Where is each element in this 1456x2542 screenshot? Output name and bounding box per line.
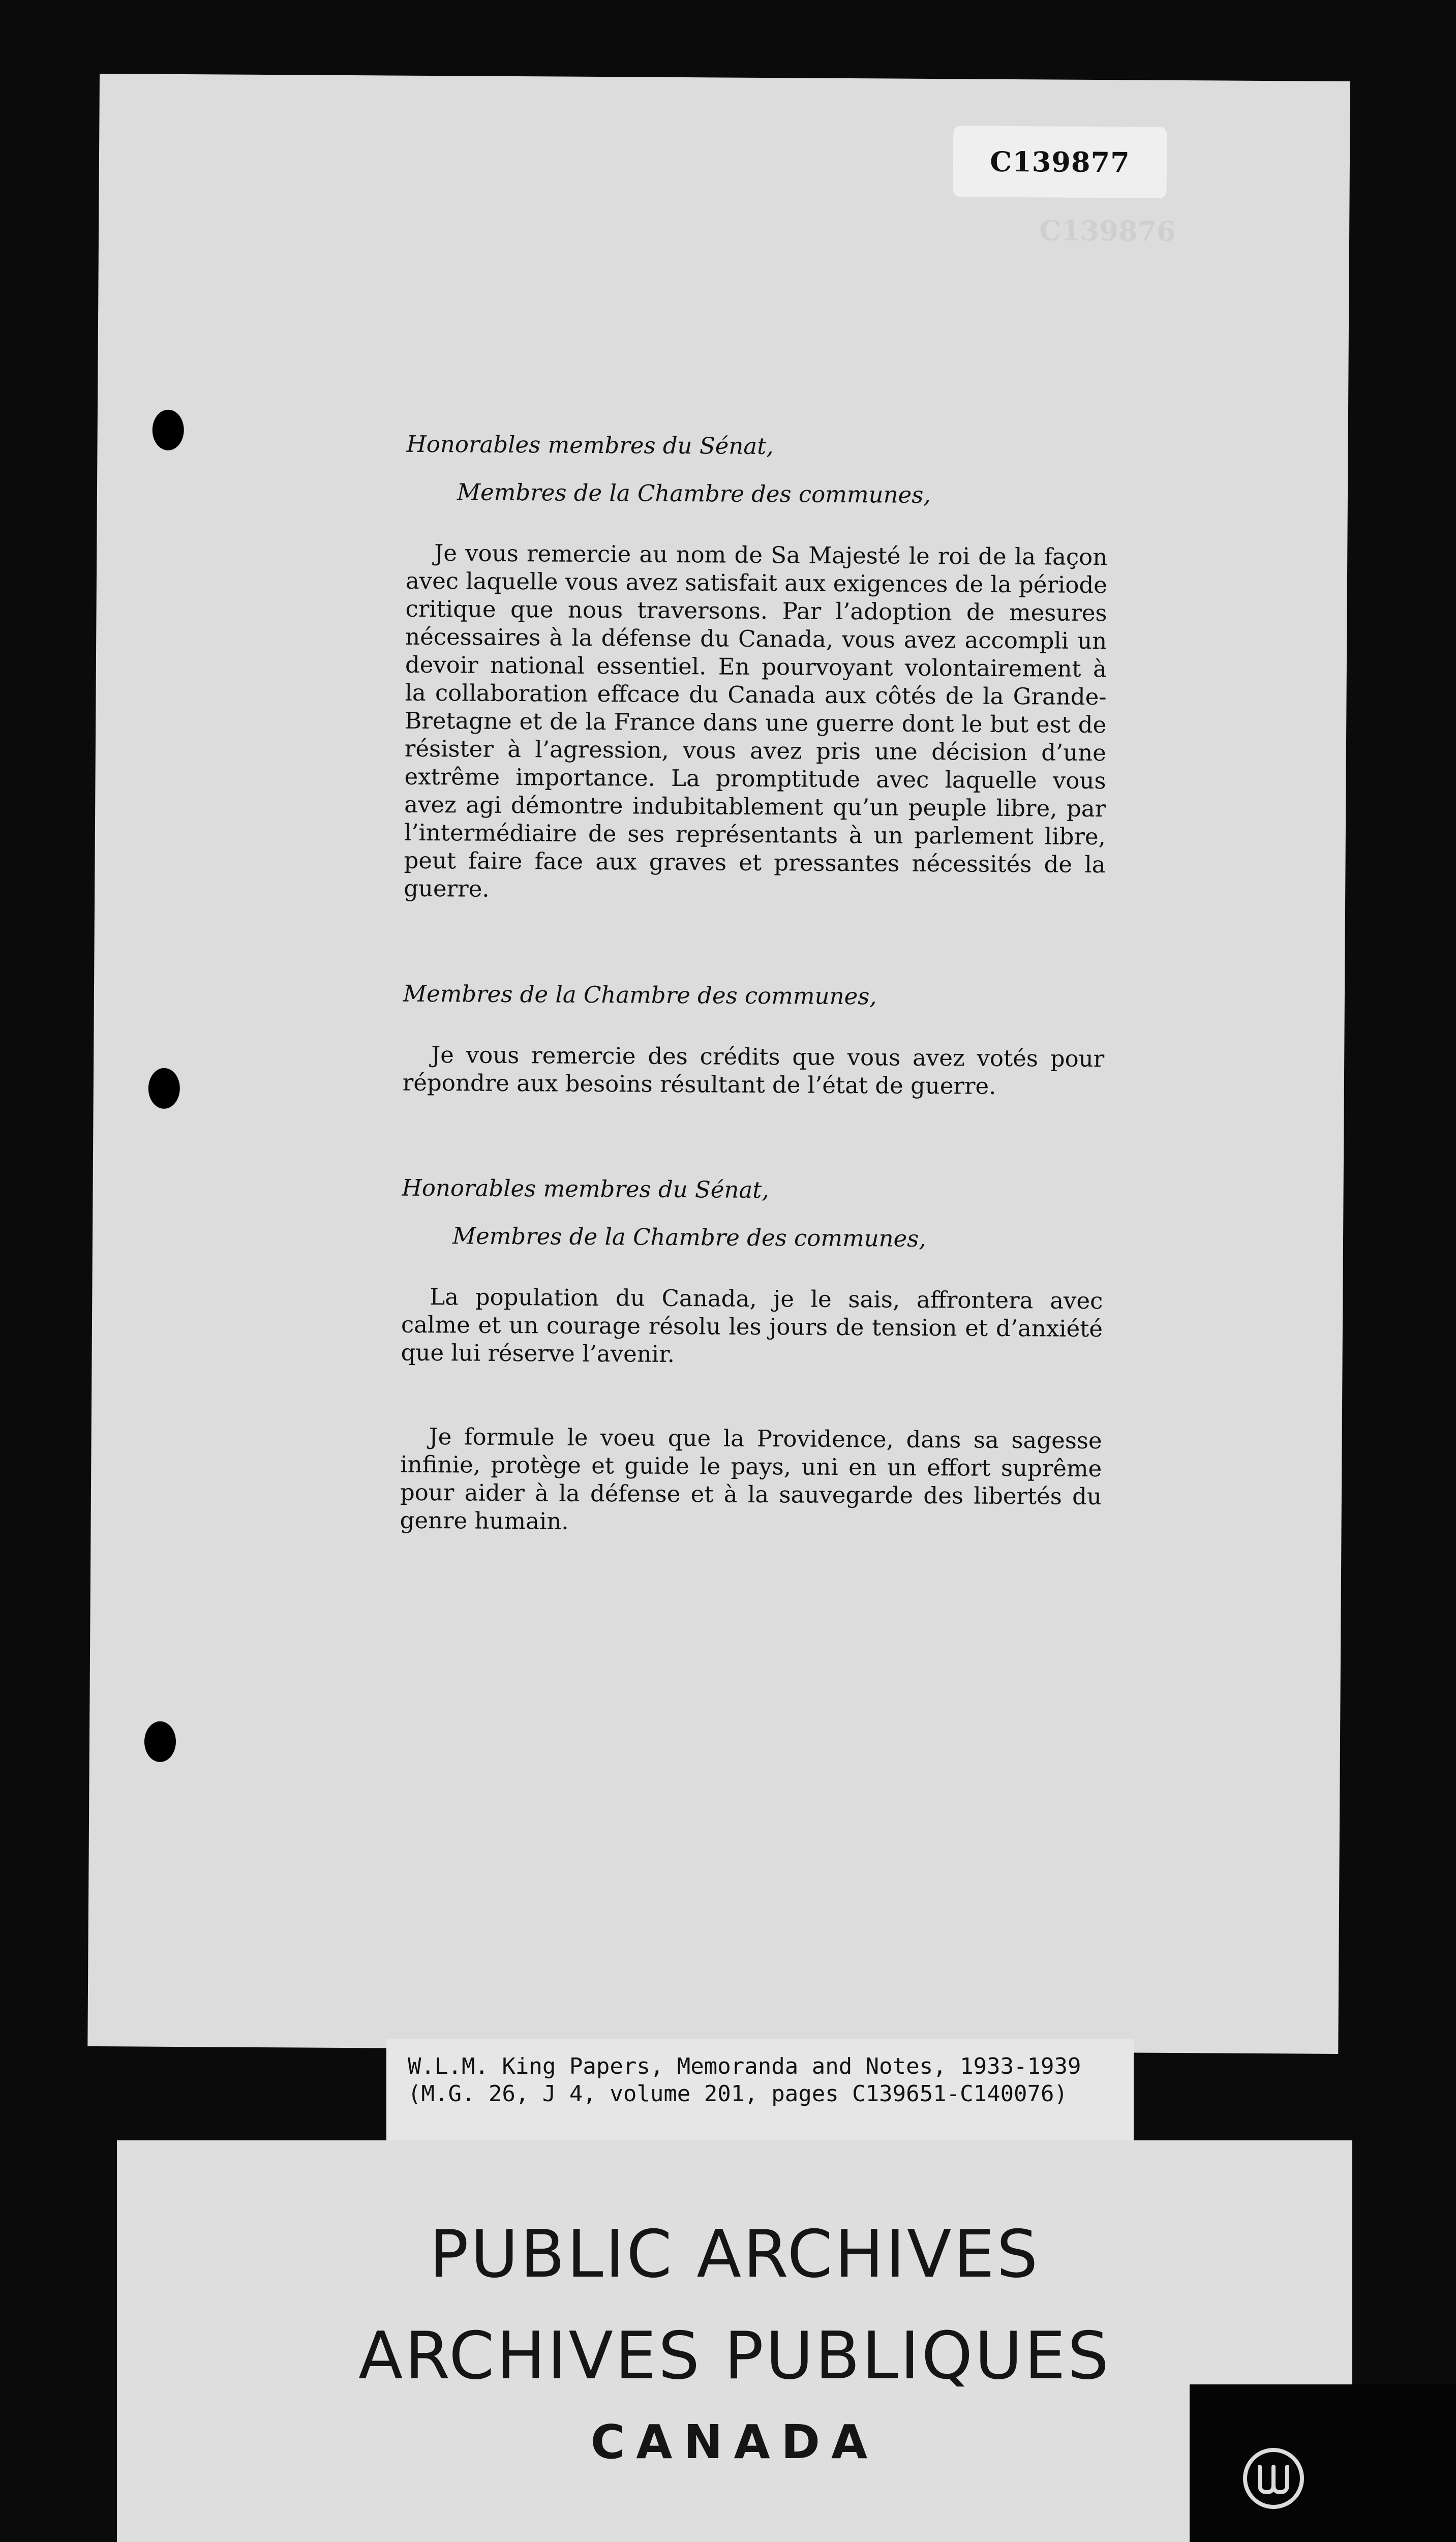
- seal-icon: [1240, 2445, 1307, 2511]
- salutation-senate-2: Honorables membres du Sénat,: [402, 1174, 769, 1204]
- reference-tag: [953, 126, 1167, 198]
- document-page: [87, 74, 1350, 2054]
- punch-hole-middle: [148, 1068, 180, 1109]
- punch-hole-bottom: [144, 1721, 176, 1762]
- dark-corner-block: [1190, 2384, 1456, 2542]
- paragraph-population: La population du Canada, je le sais, affrontera avec calme et un courage résolu les jours de tension et d’anxiété que lui réserve l’avenir.: [401, 1283, 1103, 1368]
- archive-label-strip: [386, 2039, 1134, 2143]
- paragraph-providence: Je formule le voeu que la Providence, dans sa sagesse infinie, protège et guide le pays, uni en un effort suprême pour aider à la défense et à la sauvegarde des libertés du genre humain.: [400, 1423, 1102, 1535]
- archive-card-line-3: CANADA: [590, 2415, 879, 2469]
- archive-card: [117, 2140, 1352, 2542]
- salutation-commons-2: Membres de la Chambre des communes,: [403, 980, 877, 1010]
- paragraph-credits: Je vous remercie des crédits que vous avez votés pour répondre aux besoins résultant de l’état de guerre.: [402, 1041, 1105, 1100]
- salutation-commons-3: Membres de la Chambre des communes,: [452, 1222, 926, 1252]
- salutation-commons: Membres de la Chambre des communes,: [457, 478, 931, 509]
- archive-card-line-2: ARCHIVES PUBLIQUES: [358, 2318, 1111, 2394]
- archive-label-line-2: (M.G. 26, J 4, volume 201, pages C139651-C140076): [408, 2081, 1068, 2107]
- archive-label-line-1: W.L.M. King Papers, Memoranda and Notes, 1933-1939: [408, 2053, 1081, 2079]
- paragraph-thanks: Je vous remercie au nom de Sa Majesté le roi de la façon avec laquelle vous avez satisfait aux exigences de la période critique que nous traversons. Par l’adoption de mesures nécessaires à la défense du Canada, vous avez accompli un devoir national essentiel. En pourvoyant volontairement à la collaboration effcace du Canada aux côtés de la Grande-Bretagne et de la France dans une guerre dont le but est de résister à l’agression, vous avez pris une décision d’une extrême importance. La promptitude avec laquelle vous avez agi démontre indubitablement qu’un peuple libre, par l’intermédiaire de ses représentants à un parlement libre, peut faire face aux graves et pressantes nécessités de la guerre.: [404, 539, 1108, 902]
- document-body: [400, 429, 1108, 1538]
- ghost-reference-number: C139876: [1039, 214, 1176, 248]
- archive-card-line-1: PUBLIC ARCHIVES: [429, 2217, 1040, 2292]
- reference-number: C139877: [990, 145, 1130, 179]
- punch-hole-top: [152, 410, 184, 450]
- salutation-senate: Honorables membres du Sénat,: [406, 430, 774, 460]
